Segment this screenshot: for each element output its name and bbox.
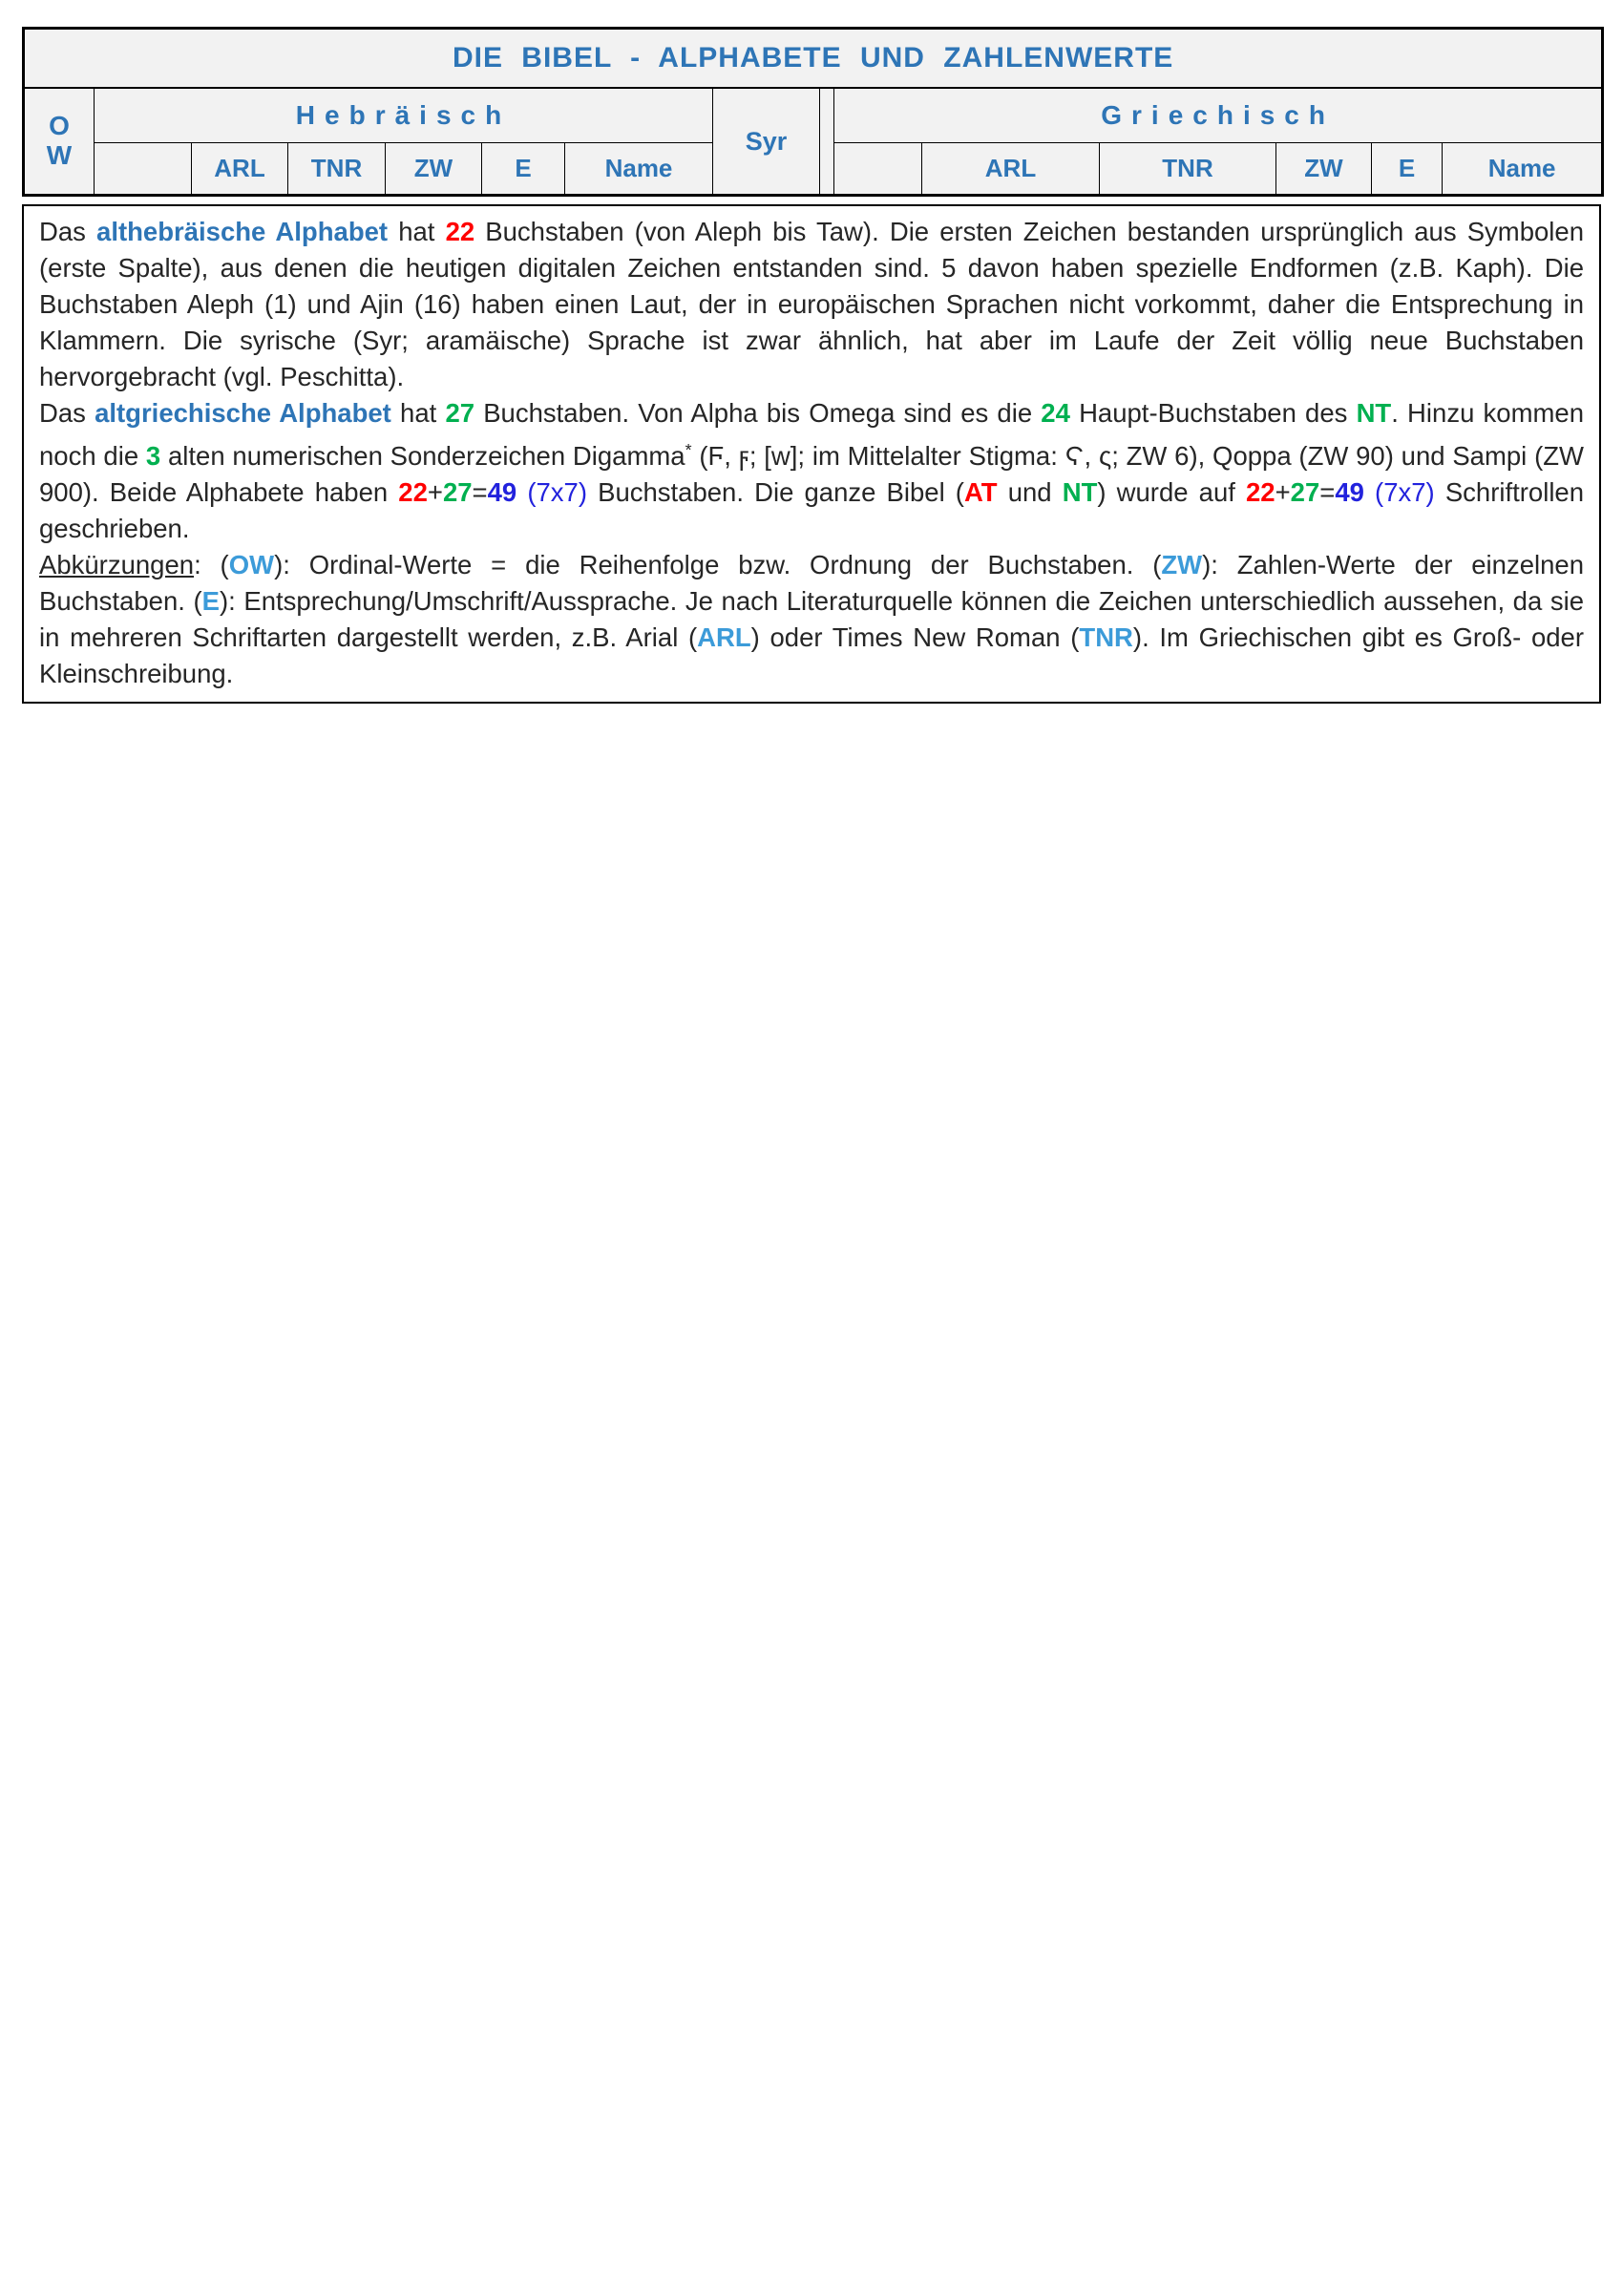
greek-arl-header: ARL: [922, 143, 1100, 196]
hebrew-arl-header: ARL: [192, 143, 288, 196]
greek-e-header: E: [1372, 143, 1443, 196]
section-gap-header: [820, 88, 834, 196]
greek-tnr-header: TNR: [1100, 143, 1276, 196]
page-title: DIE BIBEL - ALPHABETE UND ZAHLENWERTE: [24, 29, 1603, 89]
hebrew-e-header: E: [482, 143, 565, 196]
hebrew-symbol-column-header: [95, 143, 192, 196]
ow-column-header: [24, 88, 95, 196]
greek-section-header: Griechisch: [834, 88, 1603, 143]
greek-symbol-column-header: [834, 143, 922, 196]
hebrew-section-header: Hebräisch: [95, 88, 713, 143]
syr-column-header: Syr: [713, 88, 820, 196]
footnote-paragraph: Abkürzungen: (OW): Ordinal-Werte = die Reihenfolge bzw. Ordnung der Buchstaben. (ZW): Zahlen-Werte der einzelnen Buchstaben. (E): Entsprechung/Umschrift/Aussprache. Je nach Literaturquelle können die Zeichen unterschiedlich aussehen, da sie in mehreren Schriftarten dargestellt werden, z.B. Arial (ARL) oder Times New Roman (TNR). Im Griechischen gibt es Groß- oder Kleinschreibung.: [39, 550, 1584, 689]
hebrew-name-header: Name: [565, 143, 713, 196]
hebrew-tnr-header: TNR: [288, 143, 386, 196]
ow-header-line2: W: [46, 140, 73, 170]
alphabet-table: [22, 27, 1604, 197]
footnote-paragraph: Das althebräische Alphabet hat 22 Buchstaben (von Aleph bis Taw). Die ersten Zeichen bestanden ursprünglich aus Symbolen (erste Spalte), aus denen die heutigen digitalen Zeichen entstanden sind. 5 davon haben spezielle Endformen (z.B. Kaph). Die Buchstaben Aleph (1) und Ajin (16) haben einen Laut, der in europäischen Sprachen nicht vorkommt, daher die Entsprechung in Klammern. Die syrische (Syr; aramäische) Sprache ist zwar ähnlich, hat aber im Laufe der Zeit völlig neue Buchstaben hervorgebracht (vgl. Peschitta).: [39, 217, 1584, 391]
footnote-paragraph: Das altgriechische Alphabet hat 27 Buchstaben. Von Alpha bis Omega sind es die 24 Haupt-Buchstaben des NT. Hinzu kommen noch die 3 alten numerischen Sonderzeichen Digamma* (Ϝ, ϝ; [w]; im Mittelalter Stigma: Ϛ, ς; ZW 6), Qoppa (ZW 90) und Sampi (ZW 900). Beide Alphabete haben 22+27=49 (7x7) Buchstaben. Die ganze Bibel (AT und NT) wurde auf 22+27=49 (7x7) Schriftrollen geschrieben.: [39, 398, 1585, 544]
document-page: [22, 27, 1601, 704]
hebrew-zw-header: ZW: [386, 143, 482, 196]
greek-zw-header: ZW: [1276, 143, 1372, 196]
greek-name-header: Name: [1443, 143, 1603, 196]
footnote: [22, 204, 1601, 704]
ow-header-line1: O: [49, 111, 70, 141]
